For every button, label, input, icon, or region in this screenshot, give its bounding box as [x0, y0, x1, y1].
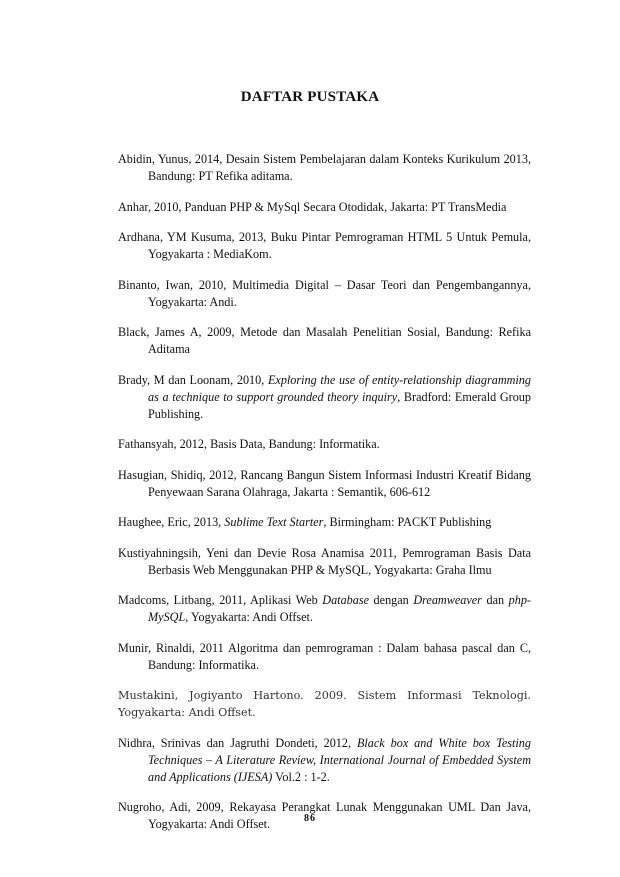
page-title: DAFTAR PUSTAKA — [240, 89, 380, 105]
reference-entry: Binanto, Iwan, 2010, Multimedia Digital – Dasar Teori dan Pengembangannya, Yogyakarta: Andi. — [118, 277, 531, 309]
italic-title: Sublime Text Starter — [224, 515, 324, 529]
italic-term: Database — [322, 593, 369, 607]
reference-entry: Abidin, Yunus, 2014, Desain Sistem Pembelajaran dalam Konteks Kurikulum 2013, Bandung: PT Refika aditama. — [118, 152, 531, 183]
reference-entry: Brady, M dan Loonam, 2010, Exploring the use of entity-relationship diagramming as a technique to support grounded theory inquiry, Bradford: Emerald Group Publishing. — [118, 372, 531, 421]
reference-entry: Madcoms, Litbang, 2011, Aplikasi Web Database dengan Dreamweaver dan php-MySQL, Yogyakarta: Andi Offset. — [118, 593, 531, 624]
reference-entry: Fathansyah, 2012, Basis Data, Bandung: Informatika. — [118, 437, 380, 451]
reference-entry: Anhar, 2010, Panduan PHP & MySql Secara Otodidak, Jakarta: PT TransMedia — [118, 199, 507, 214]
page-number: 86 — [304, 813, 316, 824]
reference-entry: Nidhra, Srinivas dan Jagruthi Dondeti, 2012, Black box and White box Testing Techniques – A Literature Review, International Journal of Embedded System and Applications (IJESA) Vol.2 : 1-2. — [118, 735, 531, 784]
italic-title: Exploring the use of entity-relationship diagramming as a technique to support grounded theory inquiry — [148, 372, 531, 404]
reference-entry: Black, James A, 2009, Metode dan Masalah Penelitian Sosial, Bandung: Refika Aditama — [118, 325, 531, 356]
reference-entry: Kustiyahningsih, Yeni dan Devie Rosa Anamisa 2011, Pemrograman Basis Data Berbasis Web Menggunakan PHP & MySQL, Yogyakarta: Graha Ilmu — [118, 545, 531, 577]
italic-term: Dreamweaver — [413, 593, 482, 607]
italic-term: php-MySQL — [148, 593, 531, 624]
reference-list — [118, 151, 531, 847]
reference-entry: Nugroho, Adi, 2009, Rekayasa Perangkat Lunak Menggunakan UML Dan Java, Yogyakarta: Andi Offset. — [118, 800, 531, 831]
reference-entry: Ardhana, YM Kusuma, 2013, Buku Pintar Pemrograman HTML 5 Untuk Pemula, Yogyakarta : MediaKom. — [118, 230, 531, 261]
reference-entry: Haughee, Eric, 2013, Sublime Text Starter, Birmingham: PACKT Publishing — [118, 515, 492, 529]
reference-entry: Hasugian, Shidiq, 2012, Rancang Bangun Sistem Informasi Industri Kreatif Bidang Penyewaan Sarana Olahraga, Jakarta : Semantik, 606-612 — [118, 467, 531, 499]
italic-title: Black box and White box Testing Techniques – A Literature Review, International Journal of Embedded System and Applications (IJESA) — [148, 735, 531, 784]
reference-entry: Munir, Rinaldi, 2011 Algoritma dan pemrograman : Dalam bahasa pascal dan C, Bandung: Informatika. — [118, 640, 531, 672]
reference-entry: Mustakini, Jogiyanto Hartono. 2009. Sistem Informasi Teknologi. Yogyakarta: Andi Offset. — [118, 689, 531, 719]
